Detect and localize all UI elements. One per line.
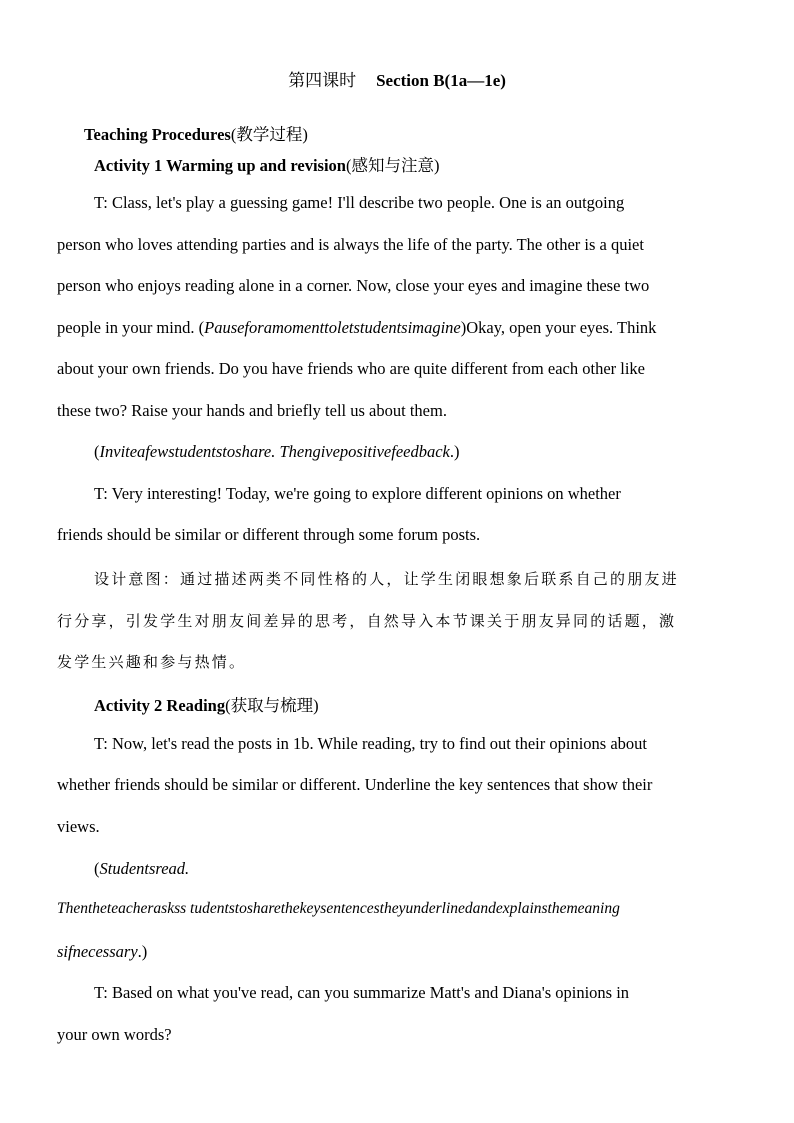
paragraph-line: views.: [57, 817, 100, 836]
activity2-heading: Activity 2 Reading(获取与梳理): [94, 696, 319, 715]
paragraph-line: friends should be similar or different through some forum posts.: [57, 525, 481, 544]
paragraph-line: your own words?: [57, 1025, 172, 1044]
design-intent-line: 发学生兴趣和参与热情。: [57, 653, 247, 671]
lesson-title: [0, 66, 794, 91]
stage-direction: (Inviteafewstudentstoshare. Thengivepositivefeedback.): [94, 442, 460, 461]
design-intent-line: 设计意图：通过描述两类不同性格的人，让学生闭眼想象后联系自己的朋友进: [94, 570, 679, 588]
design-intent-line: 行分享，引发学生对朋友间差异的思考，自然导入本节课关于朋友异同的话题，激: [57, 612, 677, 630]
paragraph-line: T: Very interesting! Today, we're going to explore different opinions on whether: [94, 484, 621, 503]
stage-direction: sifnecessary.): [57, 942, 148, 961]
paragraph-line: these two? Raise your hands and briefly tell us about them.: [57, 401, 447, 420]
procedures-heading: Teaching Procedures(教学过程): [84, 125, 308, 144]
title-chinese: 第四课时: [288, 71, 357, 90]
stage-direction: Thentheteacheraskss tudentstosharethekeysentencestheyunderlinedandexplainsthemeaning: [57, 900, 620, 917]
stage-direction: (Studentsread.: [94, 859, 190, 878]
paragraph-line: T: Now, let's read the posts in 1b. While reading, try to find out their opinions about: [94, 734, 647, 753]
paragraph-line: whether friends should be similar or different. Underline the key sentences that show their: [57, 775, 653, 794]
activity1-heading: Activity 1 Warming up and revision(感知与注意): [94, 156, 440, 175]
paragraph-line: T: Class, let's play a guessing game! I'll describe two people. One is an outgoing: [94, 193, 625, 212]
paragraph-line: T: Based on what you've read, can you summarize Matt's and Diana's opinions in: [94, 983, 630, 1002]
title-section: Section B(1a—1e): [376, 71, 506, 90]
paragraph-line: person who loves attending parties and is always the life of the party. The other is a quiet: [57, 235, 644, 254]
paragraph-line: person who enjoys reading alone in a corner. Now, close your eyes and imagine these two: [57, 276, 650, 295]
paragraph-line: people in your mind. (Pauseforamomenttoletstudentsimagine)Okay, open your eyes. Think: [57, 318, 657, 337]
paragraph-line: about your own friends. Do you have friends who are quite different from each other like: [57, 359, 646, 378]
